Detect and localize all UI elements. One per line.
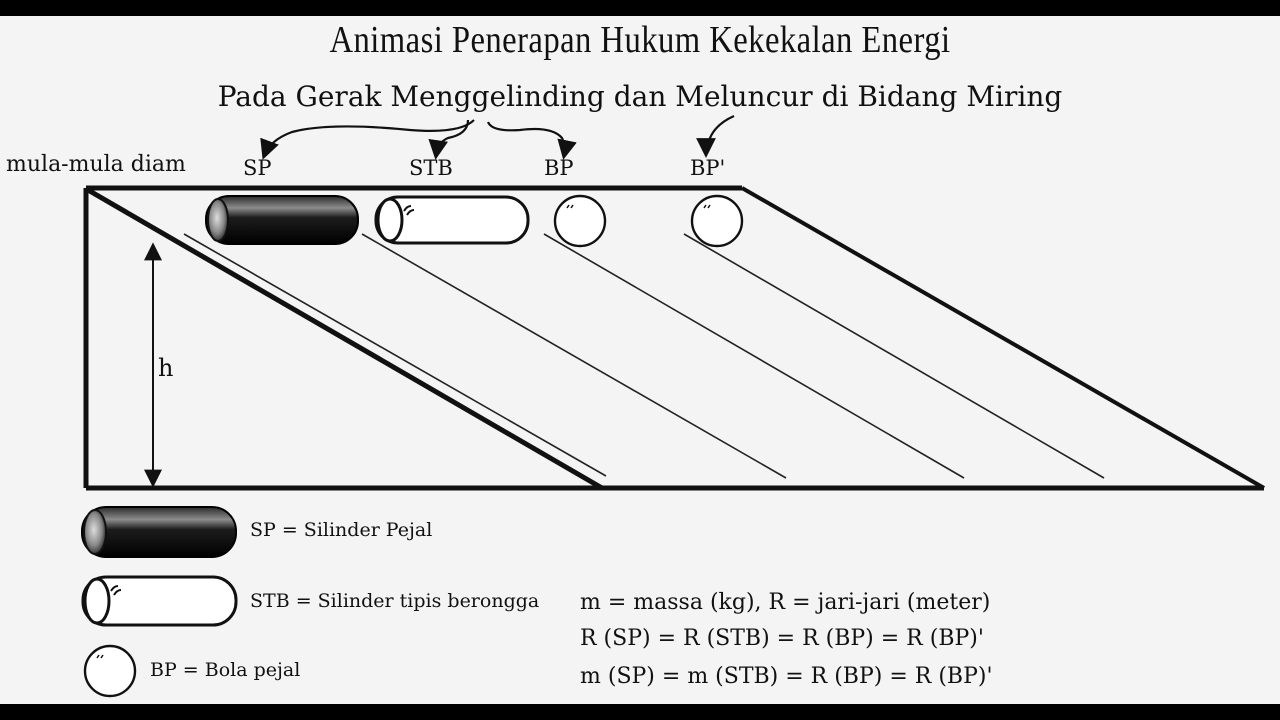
thin-hollow-cylinder-on-incline: [376, 197, 528, 243]
start-label: mula-mula diam: [6, 152, 186, 177]
legend-sphere-icon: [85, 646, 135, 696]
track-lines: [184, 234, 1104, 478]
legend-bp: BP = Bola pejal: [150, 659, 301, 681]
pointer-arrows: [264, 116, 734, 156]
legend-hollow-cylinder-icon: [83, 577, 236, 625]
label-stb: STB: [409, 156, 453, 180]
arrow-to-bp: [488, 122, 565, 156]
solid-sphere-bp: [555, 196, 605, 246]
legend-sp: SP = Silinder Pejal: [250, 519, 433, 541]
track-stb: [362, 234, 786, 478]
label-bp: BP: [544, 156, 574, 180]
arrow-to-sp: [264, 120, 474, 156]
height-label: h: [158, 354, 174, 382]
track-bp: [544, 234, 964, 478]
solid-cylinder-on-incline: [206, 196, 358, 244]
label-bp2: BP': [690, 156, 726, 180]
legend-stb: STB = Silinder tipis berongga: [250, 590, 540, 612]
solid-sphere-bp2: [692, 196, 742, 246]
page-subtitle: Pada Gerak Menggelinding dan Meluncur di Bidang Miring: [217, 80, 1063, 113]
track-bp2: [684, 234, 1104, 478]
track-sp: [184, 234, 606, 476]
formula-line-2: R (SP) = R (STB) = R (BP) = R (BP)': [580, 626, 984, 651]
animation-frame: [0, 16, 1280, 704]
legend-solid-cylinder-icon: [82, 507, 236, 557]
page-title: Animasi Penerapan Hukum Kekekalan Energi: [329, 19, 951, 61]
arrow-to-bp2: [706, 116, 734, 154]
incline-gentle-slope: [742, 188, 1264, 488]
formula-line-1: m = massa (kg), R = jari-jari (meter): [580, 590, 991, 615]
label-sp: SP: [243, 156, 272, 180]
formula-line-3: m (SP) = m (STB) = R (BP) = R (BP)': [580, 664, 993, 689]
